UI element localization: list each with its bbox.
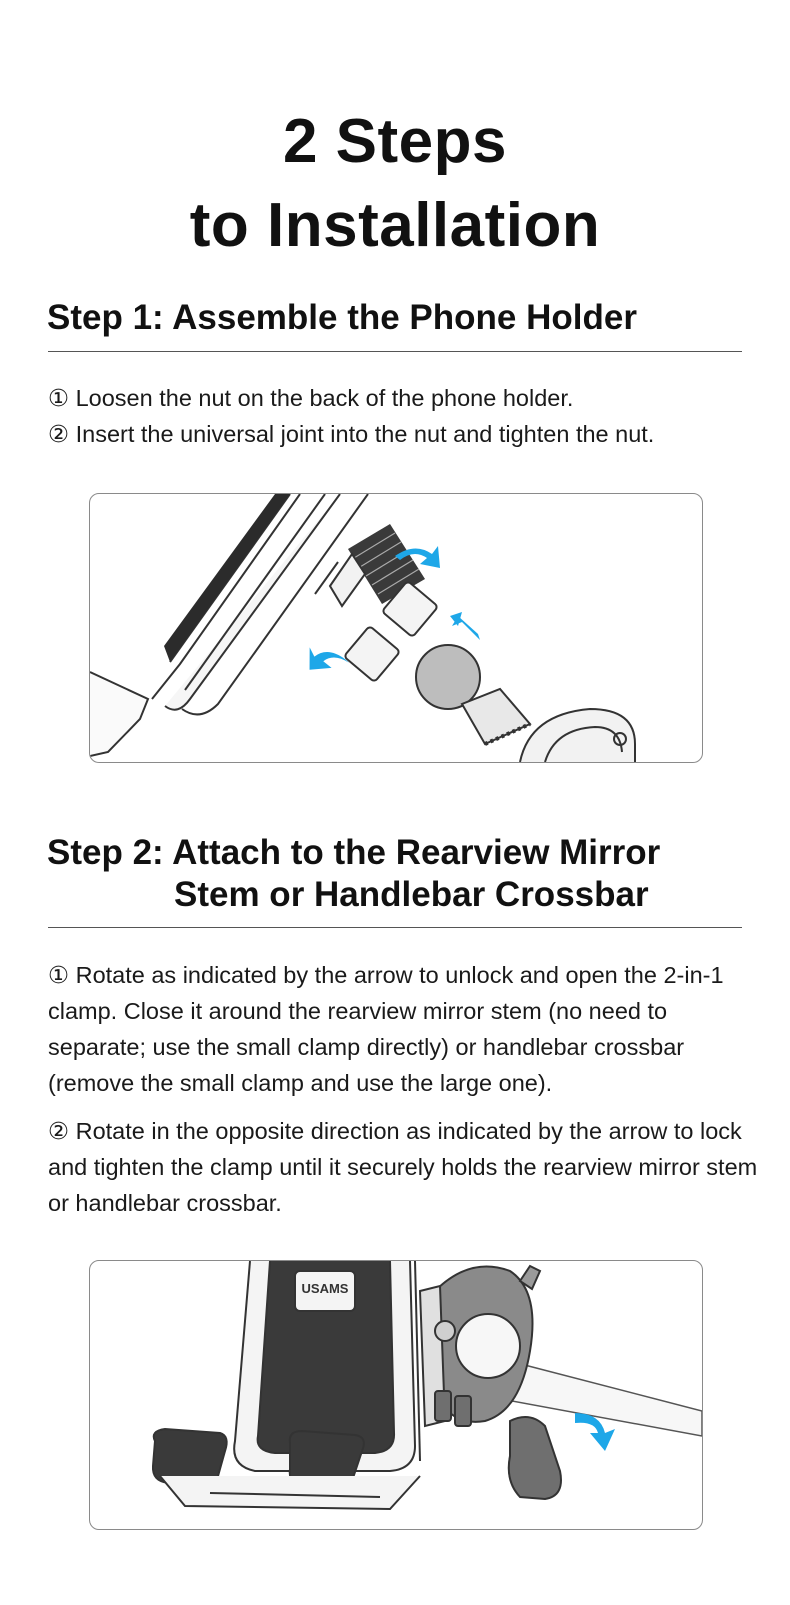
step1-illustration <box>89 493 703 763</box>
step1-instructions <box>48 380 758 452</box>
page-title <box>0 100 790 268</box>
arrow-left-icon <box>306 641 350 672</box>
nut-and-ball-joint-illustration-icon <box>90 494 702 762</box>
step2-divider <box>48 927 742 928</box>
step1-instruction-2: ② Insert the universal joint into the nut and tighten the nut. <box>48 421 655 447</box>
phone-holder-body <box>90 494 368 756</box>
ball-joint <box>416 645 635 762</box>
step2-heading-line-2: Stem or Handlebar Crossbar <box>174 875 649 914</box>
step2-instruction-2: ② Rotate in the opposite direction as indicated by the arrow to lock and tighten the clamp until it securely holds the rearview mirror stem or handlebar crossbar. <box>48 1118 758 1216</box>
title-line-2: to Installation <box>189 191 601 260</box>
step2-heading-line-1: Step 2: Attach to the Rearview Mirror <box>47 833 661 872</box>
step1-divider <box>48 351 742 352</box>
title-line-1: 2 Steps <box>282 107 508 176</box>
step1-instruction-1: ① Loosen the nut on the back of the phone holder. <box>48 385 574 411</box>
phone-holder <box>153 1261 420 1509</box>
holder-on-handlebar-illustration-icon <box>90 1261 702 1529</box>
step2-heading <box>47 832 747 916</box>
step2-illustration <box>89 1260 703 1530</box>
brand-logo: USAMS <box>301 1281 349 1296</box>
step1-heading: Step 1: Assemble the Phone Holder <box>47 298 637 337</box>
step2-instructions <box>48 957 758 1221</box>
step2-instruction-1: ① Rotate as indicated by the arrow to unlock and open the 2-in-1 clamp. Close it around the rearview mirror stem (no need to separate; use the small clamp directly) or handlebar crossbar (remove the small clamp and use the large one). <box>48 962 724 1096</box>
